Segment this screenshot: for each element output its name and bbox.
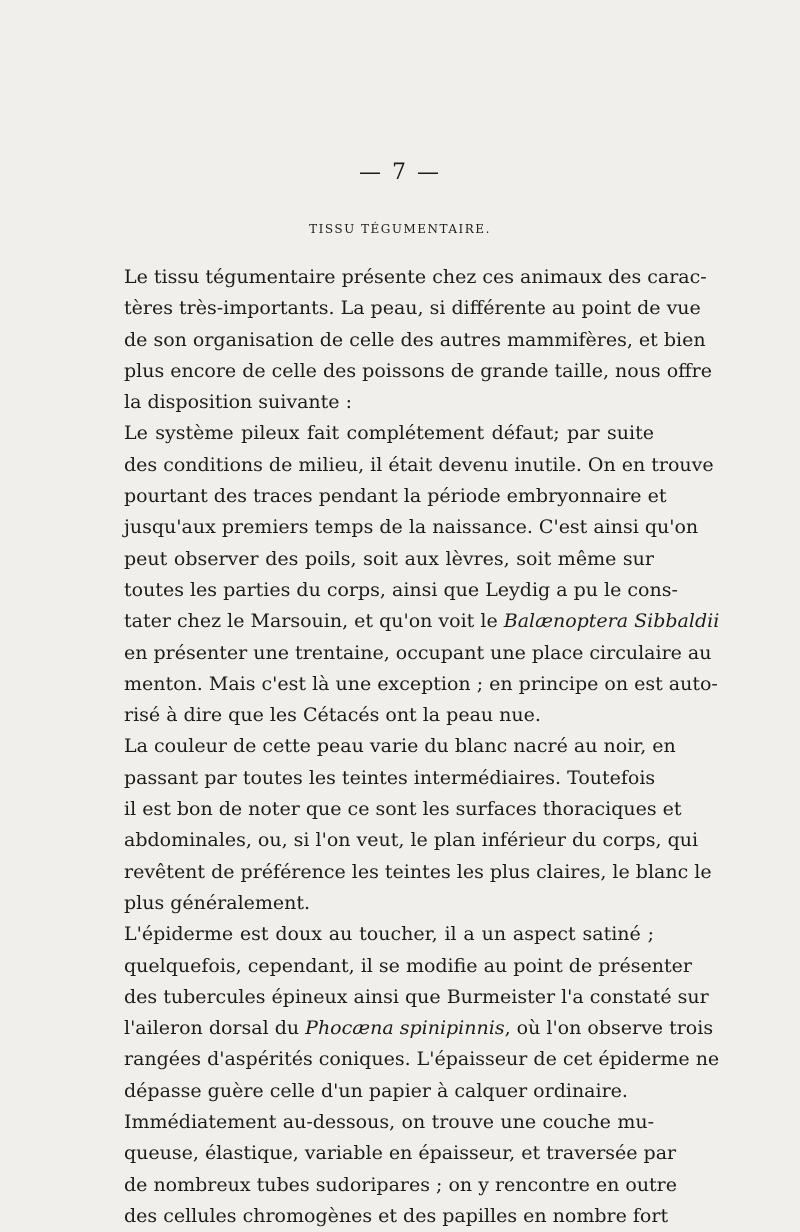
text-line: dépasse guère celle d'un papier à calquer ordinaire. bbox=[124, 1079, 628, 1102]
text-line: La couleur de cette peau varie du blanc nacré au noir, en bbox=[124, 735, 676, 758]
text-line: queuse, élastique, variable en épaisseur, et traversée par bbox=[124, 1142, 677, 1165]
text-line: Immédiatement au-dessous, on trouve une couche mu- bbox=[124, 1111, 654, 1134]
text-line: des cellules chromogènes et des papilles en nombre fort bbox=[124, 1204, 669, 1227]
species-name: Balænoptera Sibbaldii bbox=[503, 610, 720, 633]
text-line: des tubercules épineux ainsi que Burmeister l'a constaté sur bbox=[124, 985, 709, 1008]
text-line: il est bon de noter que ce sont les surfaces thoraciques et bbox=[124, 798, 682, 821]
text-line: de son organisation de celle des autres mammifères, et bien bbox=[124, 328, 706, 351]
text-line: Le système pileux fait complétement défaut; par suite bbox=[124, 422, 654, 445]
text-line: menton. Mais c'est là une exception ; en principe on est auto- bbox=[124, 672, 718, 695]
text-line-with-italic bbox=[124, 1013, 714, 1044]
text-line: pourtant des traces pendant la période embryonnaire et bbox=[124, 485, 667, 508]
text-line: passant par toutes les teintes intermédiaires. Toutefois bbox=[124, 766, 656, 789]
text-fragment: l'aileron dorsal du bbox=[124, 1017, 300, 1040]
text-line: la disposition suivante : bbox=[124, 391, 352, 414]
text-fragment: tater chez le Marsouin, et qu'on voit le bbox=[124, 610, 498, 633]
text-line: de nombreux tubes sudoripares ; on y rencontre en outre bbox=[124, 1173, 678, 1196]
page-number: — 7 — bbox=[359, 160, 441, 185]
text-fragment: , où l'on observe trois bbox=[504, 1017, 714, 1040]
text-line: rangées d'aspérités coniques. L'épaisseur de cet épiderme ne bbox=[124, 1048, 720, 1071]
text-line: plus généralement. bbox=[124, 891, 311, 914]
text-line: quelquefois, cependant, il se modifie au point de présenter bbox=[124, 954, 692, 977]
body-text bbox=[124, 262, 720, 1232]
text-line: abdominales, ou, si l'on veut, le plan inférieur du corps, qui bbox=[124, 829, 699, 852]
text-line: des conditions de milieu, il était devenu inutile. On en trouve bbox=[124, 453, 714, 476]
text-line: Le tissu tégumentaire présente chez ces animaux des carac- bbox=[124, 266, 707, 288]
species-name: Phocæna spinipinnis bbox=[305, 1017, 505, 1040]
text-line: peut observer des poils, soit aux lèvres, soit même sur bbox=[124, 547, 654, 570]
text-line: L'épiderme est doux au toucher, il a un aspect satiné ; bbox=[124, 923, 654, 946]
section-heading: TISSU TÉGUMENTAIRE. bbox=[309, 222, 491, 236]
text-line: tères très-importants. La peau, si différente au point de vue bbox=[124, 297, 701, 320]
text-line: toutes les parties du corps, ainsi que Leydig a pu le cons- bbox=[124, 578, 678, 601]
text-line: plus encore de celle des poissons de grande taille, nous offre bbox=[124, 359, 712, 382]
text-line: en présenter une trentaine, occupant une place circulaire au bbox=[124, 641, 712, 664]
text-line-with-italic bbox=[124, 606, 720, 637]
text-line: risé à dire que les Cétacés ont la peau nue. bbox=[124, 704, 541, 727]
text-line: jusqu'aux premiers temps de la naissance. C'est ainsi qu'on bbox=[124, 516, 699, 539]
text-line: revêtent de préférence les teintes les plus claires, le blanc le bbox=[124, 860, 712, 883]
